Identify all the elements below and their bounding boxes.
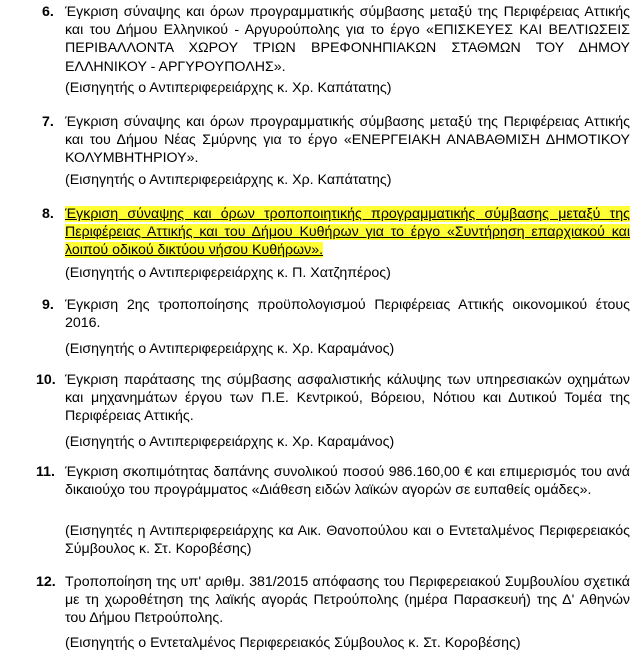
item-text: Έγκριση 2ης τροποποίησης προϋπολογισμού Περιφέρειας Αττικής οικονομικού έτους 2016. xyxy=(65,297,630,332)
item-number: 7. xyxy=(42,114,54,130)
item-number: 10. xyxy=(36,372,56,388)
item-rapporteur: (Εισηγητής ο Αντιπεριφερειάρχης κ. Χρ. Καπάτατης) xyxy=(65,80,392,96)
item-rapporteur: (Εισηγητής ο Αντιπεριφερειάρχης κ. Π. Χατζηπέρος) xyxy=(65,265,391,281)
item-text: Τροποποίηση της υπ' αριθμ. 381/2015 απόφασης του Περιφερειακού Συμβουλίου σχετικά με τη χωροθέτηση της λαϊκής αγοράς Πετρούπολης (ημέρα Παρασκευή) της Δ' Αθηνών του Δήμου Πετρούπολης. xyxy=(65,574,630,627)
item-number: 11. xyxy=(36,464,55,480)
item-text: Έγκριση παράτασης της σύμβασης ασφαλιστικής κάλυψης των υπηρεσιακών οχημάτων και μηχανημάτων έργου των Π.Ε. Κεντρικού, Βόρειου, Νότιου και Δυτικού Τομέα της Περιφέρειας Αττικής. xyxy=(65,372,630,425)
item-text: Έγκριση σύναψης και όρων προγραμματικής σύμβασης μεταξύ της Περιφέρειας Αττικής και του Δήμου Νέας Σμύρνης για το έργο «ΕΝΕΡΓΕΙΑΚΗ ΑΝΑΒΑΘΜΙΣΗ ΔΗΜΟΤΙΚΟΥ ΚΟΛΥΜΒΗΤΗΡΙΟΥ». xyxy=(65,114,630,167)
highlighted-text: Έγκριση σύναψης και όρων τροποποιητικής προγραμματικής σύμβασης μεταξύ της Περιφέρειας Αττικής και του Δήμου Κυθήρων για το έργο «Συντήρηση επαρχιακού και λοιπού οδικού δικτύου νήσου Κυθήρων». xyxy=(65,206,630,259)
item-text: Έγκριση σύναψης και όρων προγραμματικής σύμβασης μεταξύ της Περιφέρειας Αττικής και του Δήμου Ελληνικού - Αργυρούπολης για το έργο «ΕΠΙΣΚΕΥΕΣ ΚΑΙ ΒΕΛΤΙΩΣΕΙΣ ΠΕΡΙΒΑΛΛΟΝΤΑ ΧΩΡΟΥ ΤΡΙΩΝ ΒΡΕΦΟΝΗΠΙΑΚΩΝ ΣΤΑΘΜΩΝ ΤΟΥ ΔΗΜΟΥ ΕΛΛΗΝΙΚΟΥ - ΑΡΓΥΡΟΥΠΟΛΗΣ». xyxy=(65,4,630,75)
item-number: 9. xyxy=(42,297,54,313)
item-number: 12. xyxy=(36,574,56,590)
item-rapporteur: (Εισηγητής ο Εντεταλμένος Περιφερειακός Σύμβουλος κ. Στ. Κοροβέσης) xyxy=(65,635,521,651)
item-number: 6. xyxy=(42,4,54,20)
item-text: Έγκριση σκοπιμότητας δαπάνης συνολικού ποσού 986.160,00 € και επιμερισμός του ανά δικαιούχο του προγράμματος «Διάθεση ειδών λαϊκών αγορών σε ευπαθείς ομάδες». xyxy=(65,464,630,499)
item-text-highlighted xyxy=(65,205,630,260)
item-rapporteur: (Εισηγητής ο Αντιπεριφερειάρχης κ. Χρ. Καπάτατης) xyxy=(65,172,392,188)
item-rapporteur: (Εισηγητές η Αντιπεριφερειάρχης κα Αικ. Θανοπούλου και ο Εντεταλμένος Περιφερειακός Σύμβουλος κ. Στ. Κοροβέσης) xyxy=(65,523,630,558)
item-number: 8. xyxy=(42,206,54,222)
item-rapporteur: (Εισηγητής ο Αντιπεριφερειάρχης κ. Χρ. Καραμάνος) xyxy=(65,341,395,357)
item-rapporteur: (Εισηγητής ο Αντιπεριφερειάρχης κ. Χρ. Καραμάνος) xyxy=(65,434,395,450)
